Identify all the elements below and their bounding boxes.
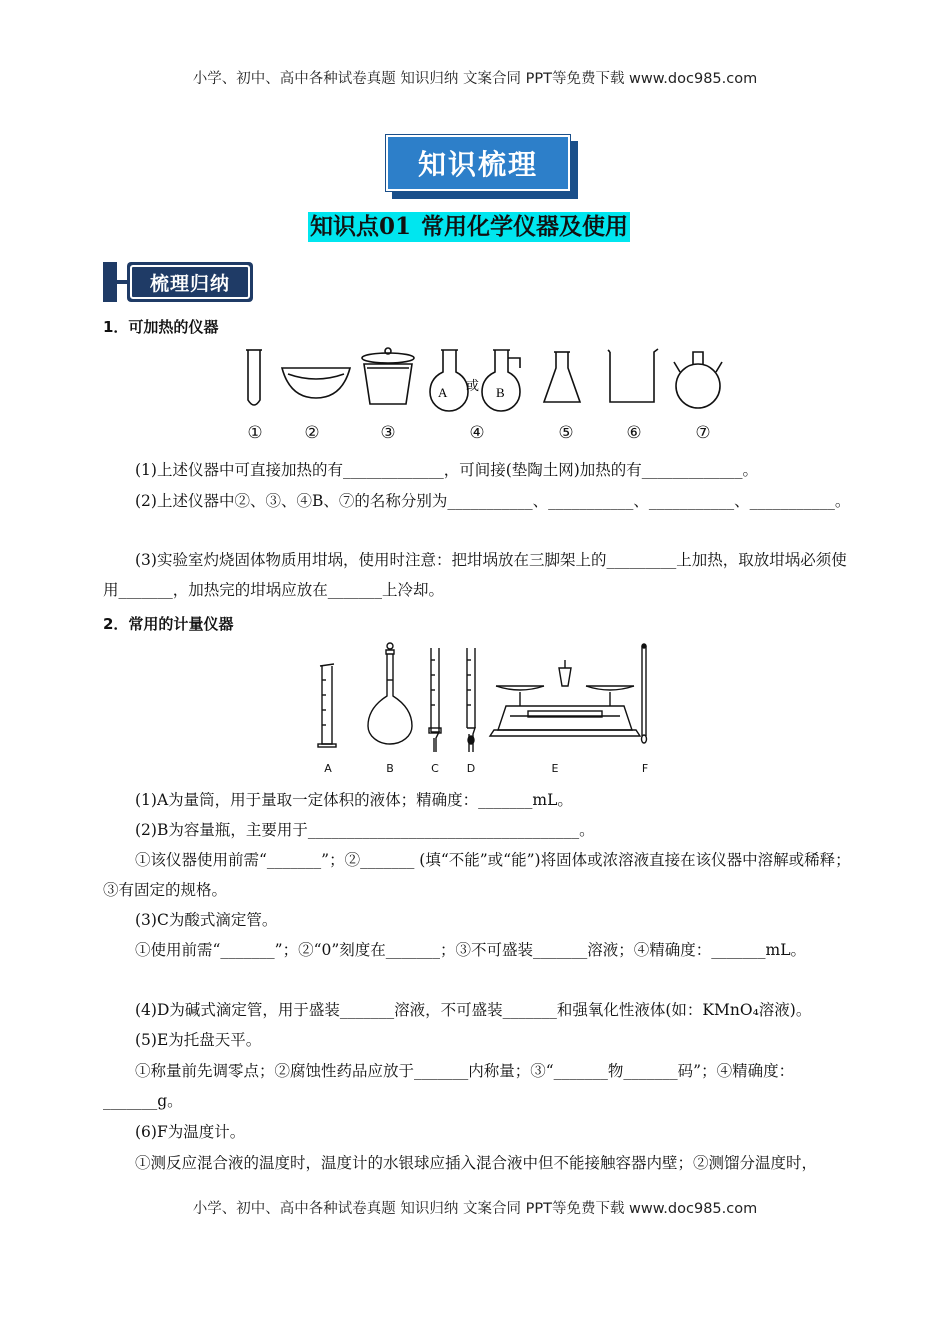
balance-icon	[490, 660, 640, 736]
banner-title: 知识梳理	[386, 135, 570, 191]
base-burette-icon	[467, 648, 475, 752]
instrument-label: A	[324, 762, 332, 775]
line-2-10: ①测反应混合液的温度时，温度计的水银球应插入混合液中但不能接触容器内壁；②测馏分温度时，	[135, 1154, 818, 1172]
evaporating-dish-icon	[282, 368, 350, 398]
line-2-4: (3)C为酸式滴定管。	[135, 911, 278, 929]
page-header: 小学、初中、高中各种试卷真题 知识归纳 文案合同 PPT等免费下载 www.doc985.com	[192, 71, 758, 87]
page-footer: 小学、初中、高中各种试卷真题 知识归纳 文案合同 PPT等免费下载 www.doc985.com	[192, 1201, 758, 1217]
apparatus-number: ⑥	[626, 423, 642, 443]
apparatus-number: ③	[380, 423, 396, 443]
heading-heatable: 1．可加热的仪器	[103, 318, 219, 336]
line-2-2: (2)B为容量瓶，主要用于___________________________________。	[135, 821, 595, 839]
kp-name: 常用化学仪器及使用	[421, 213, 629, 240]
question-1-3: (3)实验室灼烧固体物质用坩埚，使用时注意：把坩埚放在三脚架上的_________上加热，取放坩埚必须使用_______，加热完的坩埚应放在_______上冷却。	[103, 551, 847, 599]
instrument-label: F	[641, 762, 649, 775]
thermometer-icon	[642, 644, 647, 743]
distillation-flask-icon	[482, 350, 520, 411]
kp-number: 知识点01	[310, 213, 412, 240]
knowledge-point-title	[308, 212, 630, 242]
flask-or-label: 或	[466, 379, 480, 394]
test-tube-icon	[248, 350, 260, 405]
summary-tab	[103, 262, 253, 302]
flask-b-label: B	[496, 385, 505, 400]
heatable-apparatus-figure	[230, 344, 730, 414]
section-banner	[386, 135, 578, 199]
apparatus-number: ②	[304, 423, 320, 443]
instrument-label: D	[466, 762, 476, 775]
round-bottom-flask-icon	[430, 350, 468, 411]
summary-tab-label: 梳理归纳	[130, 265, 250, 299]
apparatus-number: ①	[247, 423, 263, 443]
instrument-label: C	[431, 762, 439, 775]
measuring-instruments-figure	[310, 640, 660, 750]
heading-measuring: 2．常用的计量仪器	[103, 615, 234, 633]
three-neck-flask-icon	[674, 352, 722, 408]
instrument-label: E	[551, 762, 559, 775]
graduated-cylinder-icon	[318, 664, 336, 747]
beaker-icon	[610, 349, 658, 402]
line-2-3: ①该仪器使用前需“_______”；②_______ (填“不能”或“能”)将固体或浓溶液直接在该仪器中溶解或稀释；③有固定的规格。	[103, 851, 851, 899]
volumetric-flask-icon	[368, 643, 412, 744]
question-1-2: (2)上述仪器中②、③、④B、⑦的名称分别为___________、___________、___________、___________。	[135, 492, 851, 510]
acid-burette-icon	[429, 648, 441, 752]
crucible-icon	[362, 348, 414, 404]
apparatus-number: ⑤	[558, 423, 574, 443]
flask-a-label: A	[438, 385, 448, 400]
line-2-5: ①使用前需“_______”；②“0”刻度在_______；③不可盛装_______溶液；④精确度：_______mL。	[135, 941, 807, 959]
line-2-1: (1)A为量筒，用于量取一定体积的液体；精确度：_______mL。	[135, 791, 573, 809]
apparatus-number: ④	[469, 423, 485, 443]
apparatus-number: ⑦	[695, 423, 711, 443]
line-2-8: ①称量前先调零点；②腐蚀性药品应放于_______内称量；③“_______物_______码”；④精确度：_______g。	[103, 1062, 795, 1110]
line-2-9: (6)F为温度计。	[135, 1123, 246, 1141]
question-1-1: (1)上述仪器中可直接加热的有_____________，可间接(垫陶土网)加热的有_____________。	[135, 461, 759, 479]
line-2-7: (5)E为托盘天平。	[135, 1031, 262, 1049]
instrument-label: B	[386, 762, 394, 775]
conical-flask-icon	[544, 352, 580, 402]
line-2-6: (4)D为碱式滴定管，用于盛装_______溶液，不可盛装_______和强氧化性液体(如：KMnO₄溶液)。	[135, 1001, 812, 1019]
